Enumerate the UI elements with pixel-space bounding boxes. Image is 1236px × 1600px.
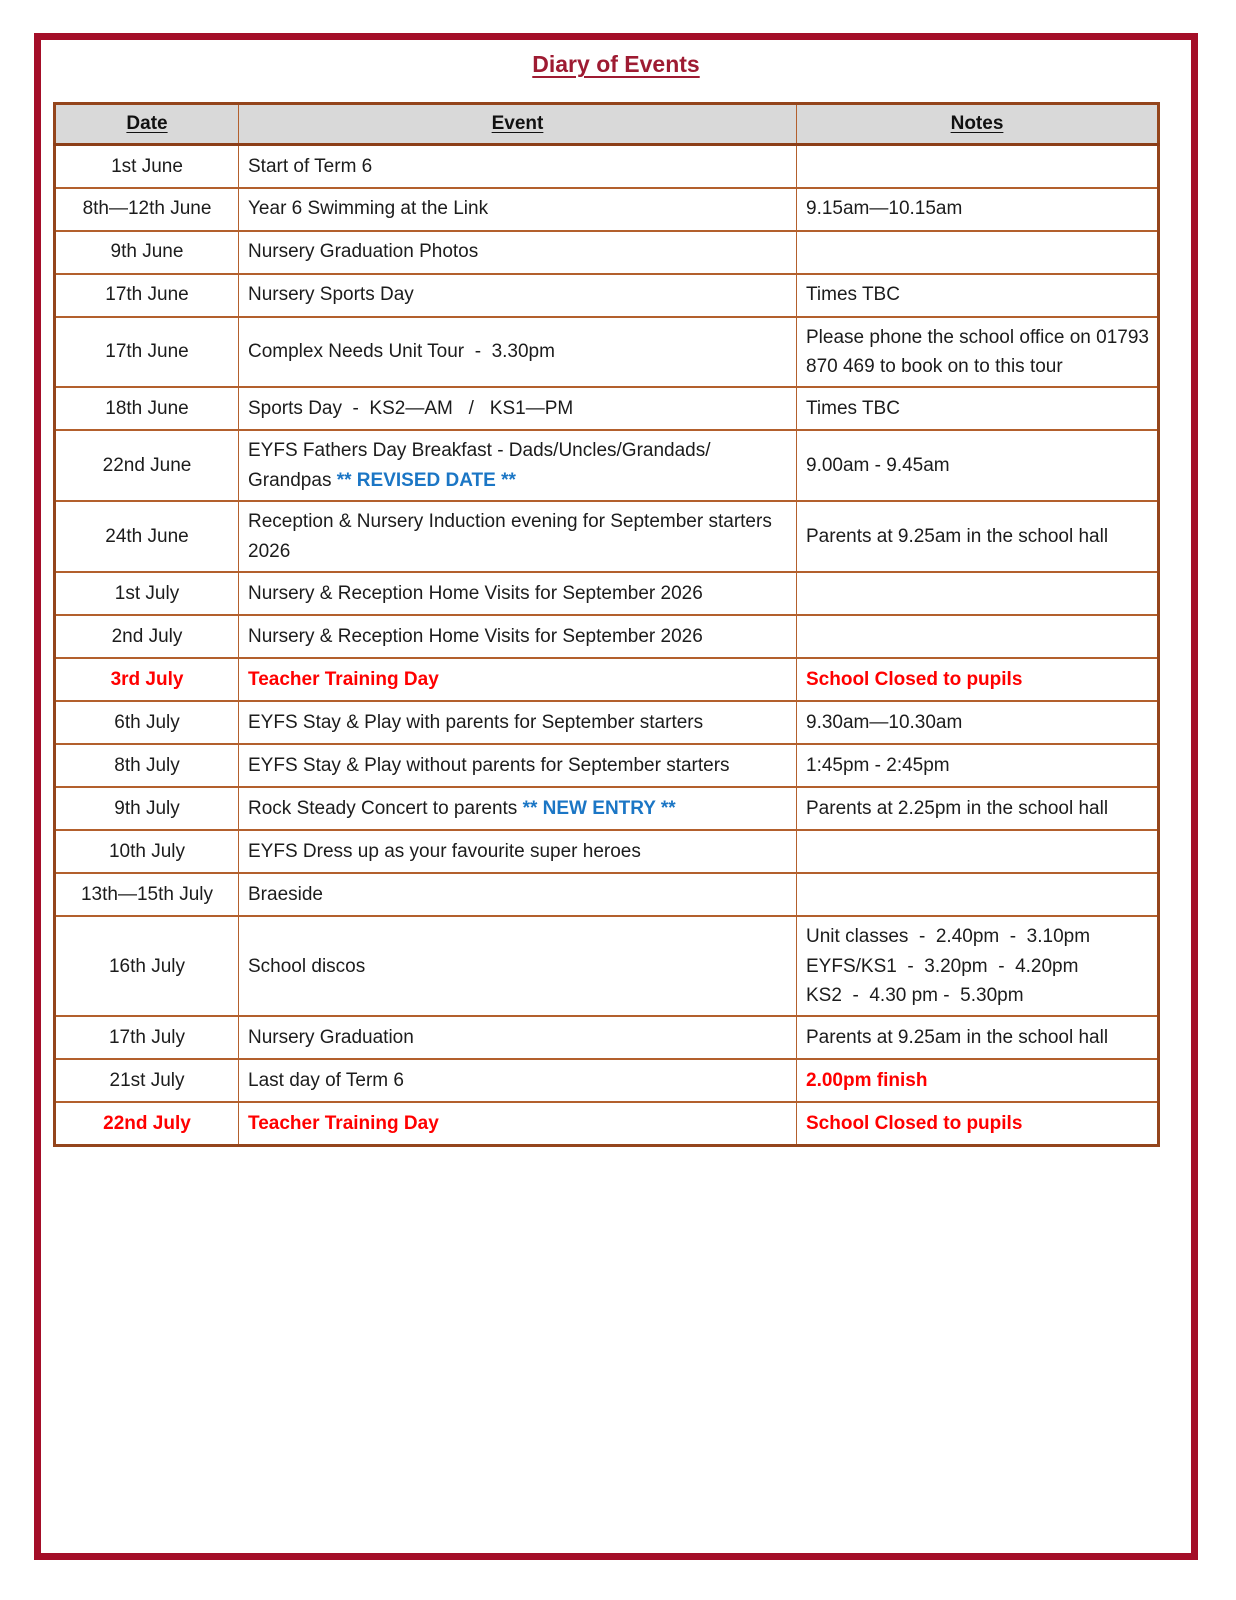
event-cell <box>239 572 797 615</box>
table-row <box>55 701 1159 744</box>
date-cell: 13th—15th July <box>55 873 239 916</box>
note-line: School Closed to pupils <box>806 1112 1023 1134</box>
event-cell <box>239 387 797 430</box>
note-line: 9.30am—10.30am <box>806 711 963 733</box>
table-row <box>55 830 1159 873</box>
event-text: Nursery & Reception Home Visits for September 2026 <box>248 625 703 647</box>
notes-cell <box>797 274 1159 317</box>
date-cell: 17th June <box>55 317 239 388</box>
table-row <box>55 873 1159 916</box>
event-cell <box>239 744 797 787</box>
notes-cell <box>797 231 1159 274</box>
note-line: 9.00am - 9.45am <box>806 455 950 477</box>
notes-cell <box>797 317 1159 388</box>
event-text: EYFS Stay & Play without parents for September starters <box>248 754 730 776</box>
notes-cell <box>797 1059 1159 1102</box>
date-cell: 9th June <box>55 231 239 274</box>
notes-cell <box>797 430 1159 501</box>
notes-cell <box>797 873 1159 916</box>
note-line: EYFS/KS1 - 3.20pm - 4.20pm <box>806 955 1079 977</box>
event-cell <box>239 830 797 873</box>
event-highlight: ** NEW ENTRY ** <box>522 797 676 819</box>
event-text: Nursery & Reception Home Visits for September 2026 <box>248 582 703 604</box>
table-row <box>55 274 1159 317</box>
date-cell: 17th July <box>55 1016 239 1059</box>
event-text: School discos <box>248 955 366 977</box>
header-row <box>55 104 1159 145</box>
event-text: Nursery Sports Day <box>248 284 414 306</box>
table-row <box>55 430 1159 501</box>
event-cell <box>239 873 797 916</box>
note-line: 1:45pm - 2:45pm <box>806 754 950 776</box>
note-line: Times TBC <box>806 398 900 420</box>
table-row <box>55 188 1159 231</box>
table-row <box>55 145 1159 188</box>
table-row <box>55 744 1159 787</box>
date-cell: 6th July <box>55 701 239 744</box>
date-cell: 24th June <box>55 501 239 572</box>
notes-cell <box>797 615 1159 658</box>
notes-cell <box>797 387 1159 430</box>
table-row <box>55 1016 1159 1059</box>
note-line: School Closed to pupils <box>806 668 1023 690</box>
event-cell <box>239 274 797 317</box>
date-cell: 18th June <box>55 387 239 430</box>
column-header-date: Date <box>55 104 239 145</box>
date-cell: 10th July <box>55 830 239 873</box>
event-cell <box>239 145 797 188</box>
event-text: Nursery Graduation <box>248 1027 414 1049</box>
event-text: EYFS Fathers Day Breakfast - Dads/​Uncles/​Grandads/​Grandpas <box>248 440 711 491</box>
event-text: Sports Day - KS2—AM /​ KS1—PM <box>248 398 574 420</box>
page-title: Diary of Events <box>532 51 700 77</box>
note-line: Parents at 2.25pm in the school hall <box>806 797 1109 819</box>
notes-cell <box>797 572 1159 615</box>
event-cell <box>239 317 797 388</box>
date-cell: 9th July <box>55 787 239 830</box>
notes-cell <box>797 744 1159 787</box>
event-cell <box>239 430 797 501</box>
column-header-event: Event <box>239 104 797 145</box>
event-cell <box>239 615 797 658</box>
page-border <box>34 33 1198 1560</box>
events-table <box>53 102 1160 1147</box>
event-text: Teacher Training Day <box>248 668 439 690</box>
event-text: Complex Needs Unit Tour - 3.30pm <box>248 341 555 363</box>
event-text: Start of Term 6 <box>248 155 373 177</box>
notes-cell <box>797 501 1159 572</box>
event-cell <box>239 1102 797 1145</box>
event-highlight: ** REVISED DATE ** <box>336 469 516 491</box>
table-row <box>55 615 1159 658</box>
table-row <box>55 572 1159 615</box>
event-cell <box>239 188 797 231</box>
event-cell <box>239 916 797 1016</box>
notes-cell <box>797 658 1159 701</box>
table-row <box>55 787 1159 830</box>
table-row <box>55 916 1159 1016</box>
date-cell: 17th June <box>55 274 239 317</box>
event-cell <box>239 1016 797 1059</box>
note-line: Parents at 9.25am in the school hall <box>806 1027 1109 1049</box>
event-text: Year 6 Swimming at the Link <box>248 198 489 220</box>
event-cell <box>239 1059 797 1102</box>
event-text: EYFS Stay & Play with parents for September starters <box>248 711 704 733</box>
event-text: Rock Steady Concert to parents <box>248 797 518 819</box>
note-line: 9.15am—10.15am <box>806 198 963 220</box>
table-row <box>55 387 1159 430</box>
notes-cell <box>797 701 1159 744</box>
event-cell <box>239 658 797 701</box>
note-line: Unit classes - 2.40pm - 3.10pm <box>806 926 1091 948</box>
date-cell: 16th July <box>55 916 239 1016</box>
notes-cell <box>797 1102 1159 1145</box>
notes-cell <box>797 830 1159 873</box>
event-text: Nursery Graduation Photos <box>248 241 479 263</box>
table-row <box>55 658 1159 701</box>
date-cell: 22nd June <box>55 430 239 501</box>
date-cell: 1st July <box>55 572 239 615</box>
event-cell <box>239 787 797 830</box>
notes-cell <box>797 188 1159 231</box>
date-cell: 8th July <box>55 744 239 787</box>
date-cell: 22nd July <box>55 1102 239 1145</box>
notes-cell <box>797 787 1159 830</box>
event-text: Teacher Training Day <box>248 1112 439 1134</box>
table-row <box>55 501 1159 572</box>
event-cell <box>239 231 797 274</box>
note-line: 2.00pm finish <box>806 1070 928 1092</box>
note-line: Times TBC <box>806 284 900 306</box>
date-cell: 1st June <box>55 145 239 188</box>
note-line: Parents at 9.25am in the school hall <box>806 525 1109 547</box>
date-cell: 21st July <box>55 1059 239 1102</box>
table-row <box>55 317 1159 388</box>
notes-cell <box>797 916 1159 1016</box>
event-text: EYFS Dress up as your favourite super heroes <box>248 840 641 862</box>
date-cell: 2nd July <box>55 615 239 658</box>
events-table-body <box>55 145 1159 1146</box>
table-row <box>55 1059 1159 1102</box>
events-table-header <box>55 104 1159 145</box>
column-header-notes: Notes <box>797 104 1159 145</box>
note-line: Please phone the school office on 01793 870 469 to book on to this tour <box>806 326 1155 377</box>
event-text: Braeside <box>248 883 323 905</box>
table-row <box>55 1102 1159 1145</box>
date-cell: 8th—12th June <box>55 188 239 231</box>
notes-cell <box>797 145 1159 188</box>
table-row <box>55 231 1159 274</box>
event-cell <box>239 501 797 572</box>
note-line: KS2 - 4.30 pm - 5.30pm <box>806 985 1024 1006</box>
event-cell <box>239 701 797 744</box>
notes-cell <box>797 1016 1159 1059</box>
event-text: Reception & Nursery Induction evening for September starters 2026 <box>248 511 778 562</box>
date-cell: 3rd July <box>55 658 239 701</box>
event-text: Last day of Term 6 <box>248 1070 404 1092</box>
